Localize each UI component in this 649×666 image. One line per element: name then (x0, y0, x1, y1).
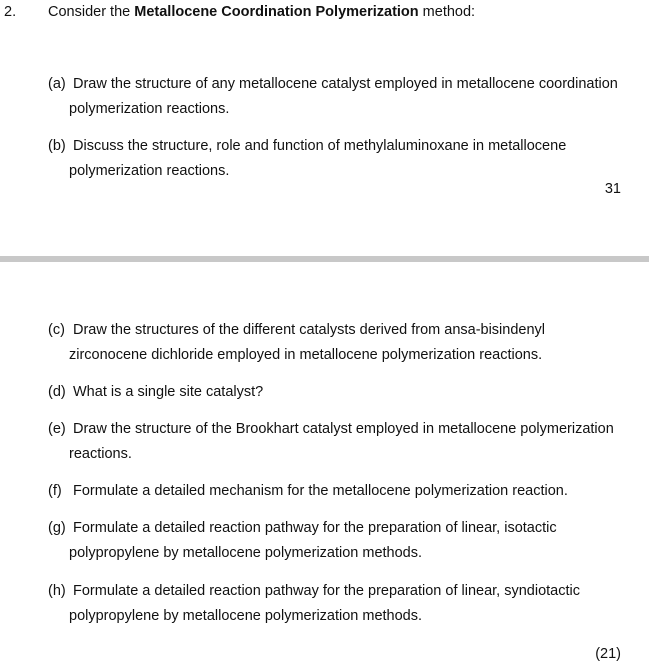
intro-prefix: Consider the (48, 4, 135, 20)
part-h (48, 579, 628, 629)
part-b (48, 134, 628, 184)
part-b-line1: Discuss the structure, role and function of methylaluminoxane in metallocene (73, 138, 567, 154)
part-c-line1: Draw the structures of the different catalysts derived from ansa-bisindenyl (73, 322, 546, 338)
part-g-line1: Formulate a detailed reaction pathway for the preparation of linear, isotactic (73, 520, 557, 536)
part-g-label: (g) (48, 520, 66, 536)
intro-suffix: method: (418, 4, 476, 20)
part-d-label: (d) (48, 384, 66, 400)
part-c-label: (c) (48, 322, 65, 338)
intro-method-name: Metallocene Coordination Polymerization (134, 4, 419, 20)
part-a-line2: polymerization reactions. (69, 101, 230, 117)
part-h-label: (h) (48, 583, 66, 599)
part-f-line1: Formulate a detailed mechanism for the metallocene polymerization reaction. (73, 483, 568, 499)
question-intro (48, 4, 475, 20)
page-top (0, 0, 649, 256)
part-c (48, 318, 628, 368)
part-g (48, 516, 628, 566)
question-number: 2. (4, 4, 17, 20)
part-e-line2: reactions. (69, 446, 132, 462)
part-a-line1: Draw the structure of any metallocene catalyst employed in metallocene coordination (73, 76, 618, 92)
part-c-line2: zirconocene dichloride employed in metallocene polymerization reactions. (69, 347, 543, 363)
part-b-line2: polymerization reactions. (69, 163, 230, 179)
part-f-label: (f) (48, 483, 62, 499)
part-e (48, 417, 628, 467)
part-g-line2: polypropylene by metallocene polymerization methods. (69, 545, 423, 561)
part-f (48, 479, 628, 504)
page-bottom (0, 262, 649, 666)
section1-marks: 31 (604, 181, 621, 197)
part-a-label: (a) (48, 76, 66, 92)
part-e-label: (e) (48, 421, 66, 437)
part-d-line1: What is a single site catalyst? (73, 384, 264, 400)
part-h-line2: polypropylene by metallocene polymerization methods. (69, 608, 423, 624)
part-h-line1: Formulate a detailed reaction pathway for the preparation of linear, syndiotactic (73, 583, 580, 599)
part-a (48, 72, 628, 122)
part-b-label: (b) (48, 138, 66, 154)
section2-marks: (21) (595, 646, 621, 662)
part-e-line1: Draw the structure of the Brookhart catalyst employed in metallocene polymerization (73, 421, 614, 437)
part-d (48, 380, 628, 405)
